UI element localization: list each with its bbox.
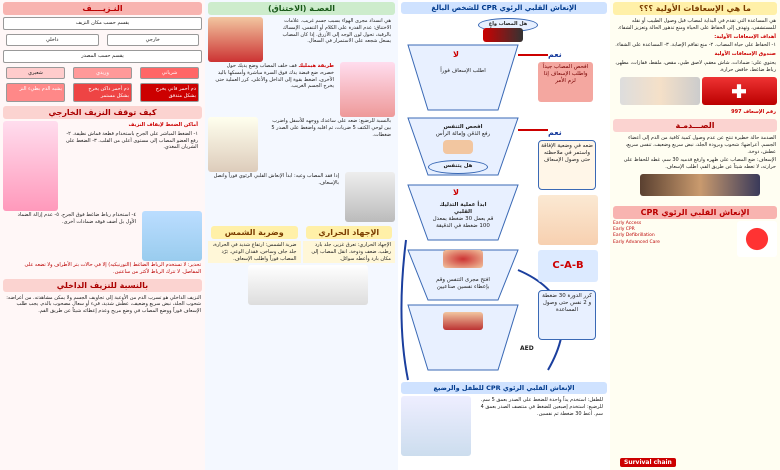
internal-bleeding-title: بالنسبة للنزيف الداخلي xyxy=(3,279,202,292)
tourniquet-warning: تحذير: لا تستخدم الرباط الضاغط (التورنيكيه) إلا في حالات بتر الأطراف ولا تضعه على المفاصل. لا تترك الرباط لأكثر من ساعتين. xyxy=(24,262,201,275)
infant-text: بالنسبة للرضيع: ضعه على ساعدك ووجهه للأسفل واضرب بين لوحي الكتف 5 ضربات، ثم اقلبه واضغط على الصدر 5 ضغطات. xyxy=(271,118,391,138)
first-aid-intro-column xyxy=(610,0,780,470)
compression-image xyxy=(443,250,483,268)
sunstroke-title: وضربة الشمس xyxy=(211,226,298,239)
breathing-question: هل يتنفس xyxy=(428,160,488,174)
choking-heat-column xyxy=(205,0,398,470)
compress-sub-label: قم بعمل 30 ضغطة بمعدل 100 ضغطة في الدقيقة xyxy=(432,216,494,230)
breaths-box: افتح مجرى التنفس وقم بإعطاء نفسين صناعيين xyxy=(436,277,490,291)
capillary-label: شعيري xyxy=(6,67,65,80)
choking-text: هي انسداد مجرى الهواء بسبب جسم غريب. علامات الاختناق: عدم القدرة على الكلام أو التنفس، الإمساك بالرقبة، تحول لون الوجه إلى الأزرق. إذا كان المصاب يسعل شجعه على الاستمرار في السعال. xyxy=(282,18,391,45)
sunstroke-image xyxy=(248,265,368,305)
heat-text: الإجهاد الحراري: تعرق غزير، جلد بارد رطب، ضعف ودوخة. انقل المصاب إلى مكان بارد وأعطه سوائل. xyxy=(303,241,396,263)
arterial-label: شرياني xyxy=(140,67,199,80)
unconscious-image xyxy=(345,172,395,222)
cpr-child-title: الإنعاش القلبي الرئوي CPR للطفل والرضيع xyxy=(401,382,607,394)
kit-text: يحتوي على: ضمادات، شاش معقم، لاصق طبي، مقص، ملقط، قفازات، مطهر، رباط ضاغط، خافض حرارة. xyxy=(615,59,776,73)
compress-box xyxy=(428,200,498,233)
airway-image xyxy=(443,140,473,154)
shock-title: الصـــدمـة xyxy=(613,119,777,132)
what-is-first-aid-title: ما هي الإسعافات الأولية ؟؟؟ xyxy=(613,2,777,15)
pressure-points-body-image xyxy=(3,121,58,211)
repeat-box: كرر الدورة 30 ضغطة و 2 نفس حتى وصول المساعدة xyxy=(538,290,596,340)
intro-text: هي المساعدة التي تقدم في البداية لمصاب قبل وصول الطبيب أو نقله للمستشفى، وتهدف إلى الحفاظ على الحياة ومنع تدهور الحالة وتعزيز الشفاء. xyxy=(617,18,776,31)
heat-title-row xyxy=(205,224,398,241)
chain-item: Early Advanced Care xyxy=(613,239,660,245)
sun-text: ضربة الشمس: ارتفاع شديد في الحرارة، جلد جاف وساخن، فقدان الوعي. بَرّد المصاب فوراً واطلب الإسعاف. xyxy=(208,241,301,263)
infant-row xyxy=(205,117,398,172)
unconscious-row xyxy=(205,172,398,222)
no-label: لا xyxy=(453,50,459,59)
bandage-row xyxy=(0,211,205,261)
source-row xyxy=(0,65,205,82)
call-ambulance-box: اطلب الإسعاف فوراً xyxy=(440,68,486,74)
pressure-title: أماكن الضغط لإيقاف النزيف xyxy=(128,122,198,128)
capillary-desc: يشبه الدم بطيء النز xyxy=(6,83,65,102)
infant-back-blow-image xyxy=(208,117,258,172)
venous-desc: دم أحمر داكن يخرج بشكل مستمر xyxy=(73,83,132,102)
recovery-image xyxy=(538,195,598,245)
cab-image: C-A-B xyxy=(538,250,598,282)
kit-title: صندوق الإسعافات الأولية xyxy=(714,51,776,57)
shock-aid-text: الإسعاف: ضع المصاب على ظهره وارفع قدميه 30 سم، غطه للحفاظ على حرارته، لا تعطه شيئاً عن طريق الفم، اطلب الإسعاف. xyxy=(623,157,776,170)
kit-contents-image xyxy=(620,77,700,105)
heimlich-title: طريقة هيمليك xyxy=(298,63,334,69)
internal-bleeding-text: النزيف الداخلي هو تسرب الدم من الأوعية إلى تجاويف الجسم ولا يمكن مشاهدته. من أعراضه: شحوب الجلد، نبض سريع وضعيف، عطش شديد، قيء أو سعال مصحوب بالدم. يجب طلب الإسعاف فوراً ووضع المصاب في وضع مريح وعدم إعطائه شيئاً عن طريق الفم. xyxy=(6,294,201,314)
unconscious-text: إذا فقد المصاب وعيه: ابدأ الإنعاش القلبي الرئوي فوراً واتصل بالإسعاف. xyxy=(213,173,339,186)
survival-chain-label: Survival chain xyxy=(620,458,676,467)
yes-label-2: نعم xyxy=(548,128,562,137)
heart-chain-icon xyxy=(737,221,777,257)
child-cpr-text: للطفل: استخدم يداً واحدة للضغط على الصدر بعمق 5 سم. للرضيع: استخدم إصبعين للضغط في منتصف الصدر بعمق 4 سم. أعط 30 ضغطة ثم نفسين. xyxy=(480,397,603,417)
steps-a: ١- الضغط المباشر على الجرح باستخدام قطعة قماش نظيفة. ٢- رفع العضو المصاب إلى مستوى أعلى من القلب. ٣- الضغط على الشريان المغذي. xyxy=(65,130,198,151)
open-airway-label: افحص التنفس xyxy=(443,124,483,130)
bleeding-column xyxy=(0,0,205,470)
responsive-question: هل المصاب واعٍ xyxy=(478,18,538,32)
external-label: خارجي xyxy=(107,34,200,47)
heat-row xyxy=(205,241,398,263)
goals-title: أهداف الإسعافات الأولية: xyxy=(714,33,776,40)
phone-number: رقم الإسعاف 997 xyxy=(731,109,776,116)
by-place-label: يقسم حسب مكان النزيف xyxy=(3,17,202,30)
arterial-desc: دم أحمر قاني يخرج بشكل متدفق xyxy=(140,83,199,102)
chain-item: Early CPR xyxy=(613,227,635,233)
yes-label: نعم xyxy=(548,50,562,59)
chain-item: Early Access xyxy=(613,220,642,226)
goals-text: ١- الحفاظ على حياة المصاب. ٢- منع تفاقم الإصابة. ٣- المساعدة على الشفاء. xyxy=(615,42,776,49)
survival-chain xyxy=(610,221,780,257)
bleeding-title: النـزيــــف xyxy=(3,2,202,15)
choking-image xyxy=(208,17,263,62)
venous-label: وريدي xyxy=(73,67,132,80)
compress-label: ابدأ عملية التدليك القلبي xyxy=(439,202,487,216)
pressure-row xyxy=(0,121,205,211)
chain-item: Early Defibrillation xyxy=(613,233,655,239)
no-label-2: لا xyxy=(453,188,459,197)
internal-label: داخلي xyxy=(6,34,99,47)
recovery-box: ضعه في وضعية الإفاقة واستمر في ملاحظته حتى وصول الإسعاف xyxy=(538,140,596,190)
shock-position-image xyxy=(640,174,760,196)
first-aid-kit-image xyxy=(702,77,777,105)
cpr-adult-title: الإنعاش القلبي الرئوي CPR للشخص البالغ xyxy=(401,2,607,14)
choking-title: الغصـة (الاختناق) xyxy=(208,2,395,15)
shock-text: الصدمة حالة خطيرة تنتج عن عدم وصول كمية كافية من الدم إلى أعضاء الجسم. أعراضها: شحوب وبرودة الجلد، نبض سريع وضعيف، تنفس سريع، عطش، دوخة. xyxy=(625,135,776,155)
heimlich-text: قف خلف المصاب وضع يديك حول خصره، ضع قبضة يدك فوق السرة مباشرة وأمسكها باليد الأخرى، اضغط بقوة إلى الداخل والأعلى. كرر العملية حتى يخرج الجسم الغريب. xyxy=(215,63,334,90)
by-source-label: يقسم حسب المصدر xyxy=(3,50,202,63)
rescue-breath-image xyxy=(443,312,483,330)
heat-title: الإجهاد الحراري xyxy=(306,226,393,239)
infant-cpr-image xyxy=(401,396,471,456)
airway-sub-label: رفع الذقن وإمالة الرأس xyxy=(435,131,491,138)
source-desc-row xyxy=(0,81,205,104)
bandage-image xyxy=(142,211,202,261)
place-row xyxy=(0,32,205,49)
heimlich-image xyxy=(340,62,395,117)
kit-images xyxy=(610,77,780,105)
check-victim-box: افحص المصاب جيداً واطلب الإسعاف إذا لزم الأمر xyxy=(538,62,593,102)
heimlich-row xyxy=(205,62,398,117)
child-cpr-section xyxy=(398,396,610,456)
choking-intro-row xyxy=(205,17,398,62)
open-airway-box xyxy=(428,122,498,140)
cpr-title-right: الإنعاش القلبي الرئوي CPR xyxy=(613,206,777,219)
aed-label: AED xyxy=(520,345,534,352)
stop-bleeding-title: كيف توقف النزيف الخارجي xyxy=(3,106,202,119)
cpr-flowchart-column xyxy=(398,0,610,470)
steps-b: ٤- استخدام رباط ضاغط فوق الجرح. ٥- عدم إزالة الضماد الأول بل أضف فوقه ضمادات أخرى. xyxy=(17,212,136,225)
